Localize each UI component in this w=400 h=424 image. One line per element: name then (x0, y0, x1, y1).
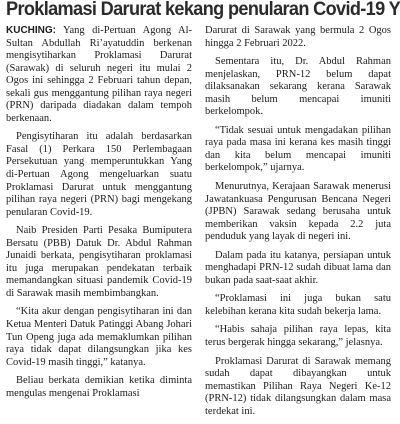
paragraph: “Kita akur dengan pengisytiharan ini dan Ketua Menteri Datuk Patinggi Abang Johari Tun Openg juga ada memaklumkan pilihan raya tidak dapat dilangsungkan jika kes Covid-19 masih tinggi,” katanya. (6, 306, 192, 368)
paragraph: Darurat di Sarawak yang bermula 2 Ogos hingga 2 Februari 2022. (205, 25, 391, 49)
paragraph: Proklamasi Darurat di Sarawak memang sudah dapat dibayangkan untuk memastikan Pilihan Raya Negeri Ke-12 (PRN-12) tidak dilangsungkan dalam masa terdekat ini. (205, 355, 391, 417)
paragraph: “Habis sahaja pilihan raya lepas, kita terus bergerak hingga sekarang,” jelasnya. (205, 324, 391, 349)
article-column-right (205, 25, 391, 424)
paragraph: Pengisytiharan itu adalah berdasarkan Fasal (1) Perkara 150 Perlembagaan Persekutuan yang memperuntukkan Yang di-Pertuan Agong mengeluarkan suatu Proklamasi Darurat untuk menggantung pilihan raya negeri (PRN) bagi mengekang penularan Covid-19. (6, 131, 192, 218)
paragraph: Naib Presiden Parti Pesaka Bumiputera Bersatu (PBB) Datuk Dr. Abdul Rahman Junaidi berkata, pengisytiharan proklamasi itu juga merupakan pendekatan terbaik memandangkan situasi pandemik Covid-19 di Sarawak masih membimbangkan. (6, 225, 192, 299)
paragraph-text: Yang di-Pertuan Agong Al-Sultan Abdullah Ri’ayatuddin berkenan mengisytiharkan Proklamasi Darurat (Sarawak) di seluruh negeri itu mulai 2 Ogos ini sehingga 2 Februari tahun depan, sekali gus menggantung pilihan raya negeri (PRN) daripada diadakan dalam tempoh berkenaan. (6, 25, 192, 124)
article-column-left (6, 25, 192, 406)
dateline: KUCHING: (6, 25, 56, 36)
paragraph (6, 25, 192, 125)
paragraph: Sementara itu, Dr. Abdul Rahman menjelaskan, PRN-12 belum dapat dilaksanakan sekarang kerana Sarawak masih belum mencapai imuniti berkelompok. (205, 56, 391, 118)
paragraph: Menurutnya, Kerajaan Sarawak menerusi Jawatankuasa Pengurusan Bencana Negeri (JPBN) Sarawak sedang berusaha untuk memberikan vaksin kepada 2.2 juta penduduk yang layak di negeri ini. (205, 181, 391, 243)
headline: Proklamasi Darurat kekang penularan Covid-19 Y (6, 0, 400, 20)
paragraph: “Proklamasi ini juga bukan satu kelebihan kerana kita sudah bekerja lama. (205, 293, 391, 317)
paragraph: “Tidak sesuai untuk mengadakan pilihan raya pada masa ini kerana kes masih tinggi dan kita belum mencapai imuniti berkelompok,” ujarnya. (205, 124, 391, 174)
paragraph: Beliau berkata demikian ketika diminta mengulas mengenai Proklamasi (6, 375, 192, 399)
paragraph: Dalam pada itu katanya, persiapan untuk menghadapi PRN-12 sudah dibuat lama dan bukan pada saat-saat akhir. (205, 249, 391, 286)
